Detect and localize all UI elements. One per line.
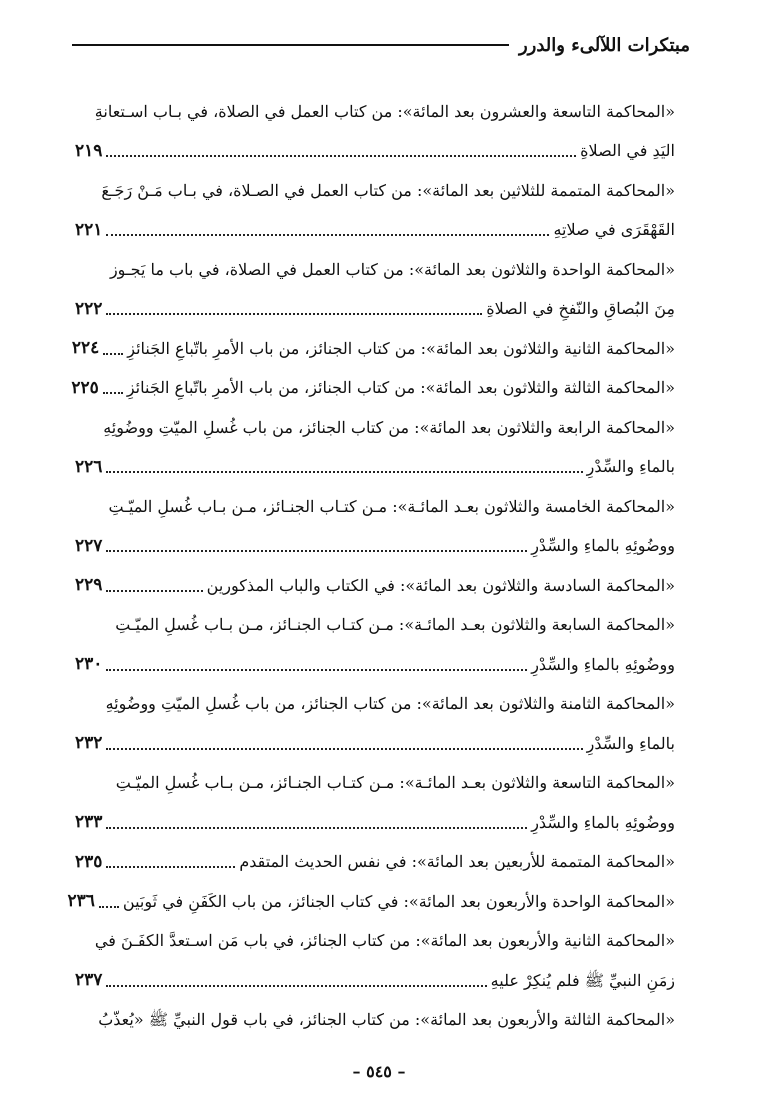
dot-leader [106, 866, 235, 868]
toc-page-number: ٢٢٥ [71, 377, 99, 398]
toc-page-number: ٢٣٥ [75, 851, 103, 872]
toc-line [75, 566, 675, 606]
toc-line [75, 487, 675, 527]
toc-line [75, 724, 675, 764]
dot-leader [106, 550, 527, 552]
toc-line [67, 882, 675, 922]
header-rule [72, 44, 509, 46]
toc-entry-text: «المحاكمة السادسة والثلاثون بعد المائة»: في الكتاب والباب المذكورين [206, 575, 675, 595]
dot-leader [106, 590, 202, 592]
toc-entry-text: زمَنِ النبيِّ ﷺ فلم يُنكِرْ عليهِ [490, 970, 675, 990]
toc-entry-text: «المحاكمة السابعة والثلاثون بعـد المائـة»: مـن كتـاب الجنـائز، مـن بـاب غُسلِ الميّـتِ [115, 615, 675, 635]
toc-entry-text: «المحاكمة الثالثة والأربعون بعد المائة»: من كتاب الجنائز، في باب قول النبيِّ ﷺ «يُعذّبُ [98, 1010, 675, 1030]
dot-leader [106, 827, 527, 829]
toc-line [75, 290, 675, 330]
toc-entry-text: ووضُوئِهِ بالماءِ والسِّدْرِ [531, 536, 675, 556]
toc-entry-text: القَهْقَرَى في صلاتِهِ [553, 220, 675, 240]
toc-line [75, 1001, 675, 1041]
toc-line [75, 408, 675, 448]
dot-leader [106, 748, 582, 750]
toc-page-number: ٢٢٦ [75, 456, 103, 477]
toc-line [75, 92, 675, 132]
toc-line [75, 527, 675, 567]
toc-line [75, 803, 675, 843]
toc-line [75, 685, 675, 725]
toc-entry-text: «المحاكمة الثامنة والثلاثون بعد المائة»: من كتاب الجنائز، من باب غُسلِ الميّتِ ووضُوئِهِ [105, 694, 675, 714]
toc-line [75, 922, 675, 962]
toc-entry-text: ووضُوئِهِ بالماءِ والسِّدْرِ [531, 654, 675, 674]
toc-page-number: ٢٢٩ [75, 575, 103, 596]
toc-entry-text: «المحاكمة الثانية والأربعون بعد المائة»: من كتاب الجنائز، في باب مَن اسـتعدَّ الكفَـنَ في [94, 931, 675, 951]
toc-entry-text: اليَدِ في الصلاةِ [580, 141, 675, 161]
toc-entry-text: «المحاكمة الثالثة والثلاثون بعد المائة»: من كتاب الجنائز، من باب الأمرِ باتّباعِ الجَنائزِ [126, 378, 675, 398]
toc-line [71, 329, 675, 369]
toc-line [75, 448, 675, 488]
toc-page-number: ٢٢١ [75, 219, 103, 240]
toc-page-number: ٢٢٤ [71, 338, 100, 359]
toc-entry-text: «المحاكمة الخامسة والثلاثون بعـد المائـة»: مـن كتـاب الجنـائز، مـن بـاب غُسلِ الميّـتِ [108, 496, 675, 516]
toc-line [75, 764, 675, 804]
toc-line [71, 369, 675, 409]
toc-line [75, 843, 675, 883]
toc-entry-text: «المحاكمة المتممة للثلاثين بعد المائة»: من كتاب العمل في الصـلاة، في بـاب مَـنْ رَجَـعَ [101, 180, 675, 200]
book-title: مبتكرات اللآلىء والدرر [518, 34, 690, 56]
toc-line [75, 606, 675, 646]
toc-page-number: ٢٢٧ [75, 535, 103, 556]
toc-line [75, 250, 675, 290]
dot-leader [103, 392, 123, 394]
toc-line [75, 645, 675, 685]
toc-page-number: ٢٣٧ [75, 970, 103, 991]
toc-page-number: ٢٣٦ [67, 891, 95, 912]
toc-entry-text: ووضُوئِهِ بالماءِ والسِّدْرِ [531, 812, 675, 832]
dot-leader [106, 155, 576, 157]
dot-leader [106, 669, 527, 671]
dot-leader [106, 313, 482, 315]
toc-entry-text: «المحاكمة الثانية والثلاثون بعد المائة»: من كتاب الجنائز، من باب الأمرِ باتّباعِ الجَنائزِ [127, 338, 675, 358]
toc-line [75, 961, 675, 1001]
toc-page-number: ٢١٩ [75, 140, 103, 161]
toc-entry-text: «المحاكمة الواحدة والأربعون بعد المائة»: في كتاب الجنائز، من باب الكَفَنِ في ثَوبَين [122, 891, 675, 911]
page-number: – ٥٤٥ – [352, 1062, 406, 1081]
toc-entry-text: مِنَ البُصاقِ والنّفخِ في الصلاةِ [486, 299, 675, 319]
running-header [72, 30, 690, 60]
toc-entry-text: «المحاكمة التاسعة والثلاثون بعـد المائـة»: مـن كتـاب الجنـائز، مـن بـاب غُسلِ الميّـتِ [115, 773, 675, 793]
dot-leader [106, 234, 549, 236]
dot-leader [103, 353, 123, 355]
toc-page-number: ٢٣٠ [75, 654, 103, 675]
toc-entry-text: بالماءِ والسِّدْرِ [586, 733, 675, 753]
toc-entry-text: «المحاكمة المتممة للأربعين بعد المائة»: في نفس الحديث المتقدم [239, 852, 675, 872]
toc-page-number: ٢٢٢ [75, 298, 103, 319]
toc-line [75, 132, 675, 172]
toc-line [75, 211, 675, 251]
toc-page-number: ٢٣٣ [75, 812, 103, 833]
toc-entry-text: «المحاكمة الواحدة والثلاثون بعد المائة»: من كتاب العمل في الصلاة، في باب ما يَجـوز [109, 259, 675, 279]
toc-entry-text: بالماءِ والسِّدْرِ [586, 457, 675, 477]
toc-entry-text: «المحاكمة الرابعة والثلاثون بعد المائة»: من كتاب الجنائز، من باب غُسلِ الميّتِ ووضُوئِهِ [103, 417, 675, 437]
toc-line [75, 171, 675, 211]
toc-entry-text: «المحاكمة التاسعة والعشرون بعد المائة»: من كتاب العمل في الصلاة، في بـاب اسـتعانةِ [94, 101, 675, 121]
table-of-contents [67, 92, 675, 1040]
dot-leader [106, 985, 486, 987]
toc-page-number: ٢٣٢ [75, 733, 103, 754]
dot-leader [106, 471, 582, 473]
dot-leader [99, 906, 119, 908]
